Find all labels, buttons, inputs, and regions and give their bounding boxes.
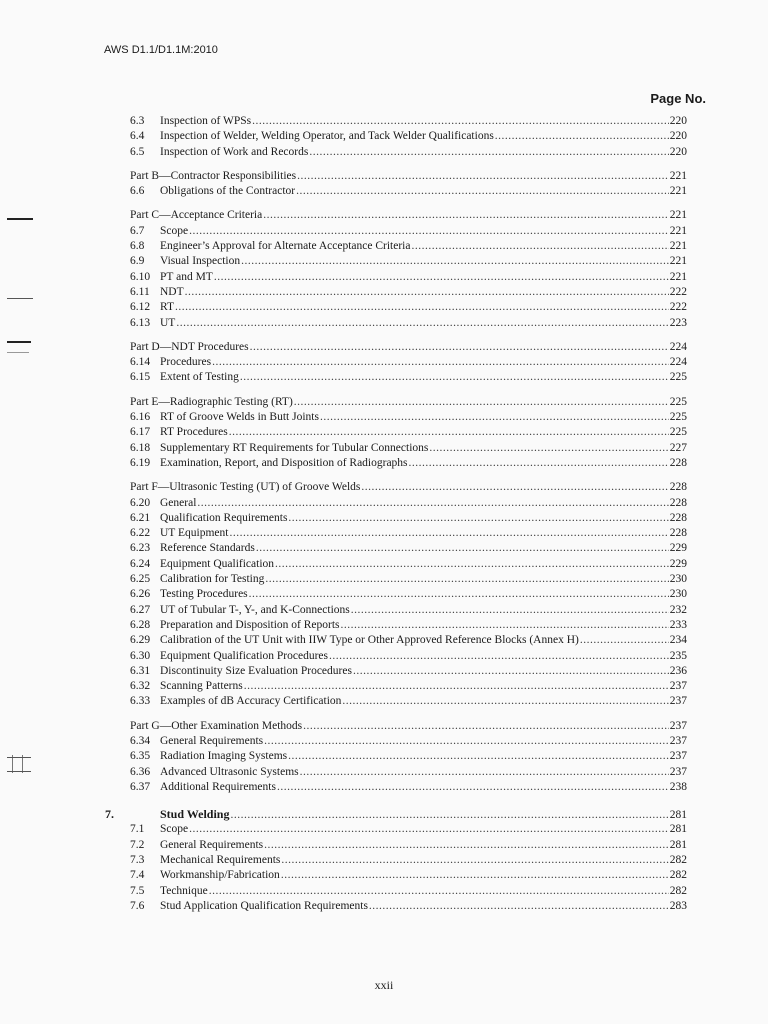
document-id: AWS D1.1/D1.1M:2010 [104,44,218,56]
toc-title: Preparation and Disposition of Reports [160,618,340,631]
dot-leader [353,664,669,679]
toc-section-number: 6.29 [130,634,151,647]
dot-leader [329,649,669,664]
revision-mark [7,218,33,220]
toc-part-row[interactable] [100,395,687,410]
toc-section-number: 6.37 [130,780,151,793]
toc-section-number: 6.33 [130,695,151,708]
toc-title: Mechanical Requirements [160,854,281,867]
dot-leader [294,395,669,410]
toc-page-number: 228 [669,511,687,524]
toc-title: Examples of dB Accuracy Certification [160,695,342,708]
toc-title: Part D—NDT Procedures [130,340,249,353]
toc-title: Equipment Qualification Procedures [160,649,328,662]
toc-title: Engineer’s Approval for Alternate Acceptance Criteria [160,240,411,253]
toc-page-number: 225 [669,371,687,384]
toc-section-number: 6.10 [130,270,151,283]
toc-page-number: 221 [669,209,687,222]
dot-leader [495,129,669,144]
toc-title: Part F—Ultrasonic Testing (UT) of Groove Welds [130,481,361,494]
toc-section-number: 6.32 [130,680,151,693]
toc-page-number: 220 [669,115,687,127]
toc-page-number: 221 [669,224,687,237]
toc-row[interactable] [100,587,687,602]
dot-leader [249,587,669,602]
toc-title: Technique [160,884,208,897]
toc-section-number: 6.5 [130,145,145,158]
dot-leader [212,355,669,370]
dot-leader [263,208,669,223]
dot-leader [409,456,669,471]
toc-title: Part C—Acceptance Criteria [130,209,263,222]
toc-page-number: 237 [669,765,687,778]
toc-section-number: 6.21 [130,511,151,524]
toc-title: Extent of Testing [160,371,239,384]
dot-leader [264,838,669,853]
toc-title: UT of Tubular T-, Y-, and K-Connections [160,603,350,616]
dot-leader [309,145,668,160]
toc-section-number: 7.1 [130,823,145,836]
toc-title: General Requirements [160,838,264,851]
toc-page-number: 237 [669,719,687,732]
dot-leader [342,694,668,709]
toc-row[interactable] [100,664,687,679]
toc-row[interactable] [100,633,687,648]
toc-page-number: 221 [669,185,687,198]
revision-mark [7,341,31,343]
toc-title: Qualification Requirements [160,511,288,524]
toc-section-number: 6.26 [130,588,151,601]
toc-section-number: 6.19 [130,456,151,469]
toc-row[interactable] [100,114,687,129]
toc-page-number: 221 [669,169,687,182]
toc-row[interactable] [100,780,687,795]
revision-mark [7,757,31,758]
toc-section-number: 6.7 [130,224,145,237]
toc-part-row[interactable] [100,480,687,495]
toc-row[interactable] [100,316,687,331]
toc-page-number: 281 [669,809,687,822]
toc-page-number: 234 [669,634,687,647]
toc-section-number: 6.23 [130,542,151,555]
dot-leader [265,572,668,587]
toc-title: Calibration for Testing [160,573,265,586]
section-gap [100,386,687,395]
toc-page-number: 281 [669,838,687,851]
toc-title: NDT [160,285,184,298]
toc-row[interactable] [100,541,687,556]
dot-leader [580,633,669,648]
toc-title: Part B—Contractor Responsibilities [130,169,297,182]
dot-leader [230,808,668,823]
toc-page-number: 222 [669,285,687,298]
toc-title: Workmanship/Fabrication [160,869,280,882]
toc-title: UT Equipment [160,527,229,540]
toc-title: Procedures [160,356,212,369]
dot-leader [256,541,669,556]
toc-page-number: 237 [669,695,687,708]
revision-mark [7,298,33,299]
toc-page-number: 220 [669,145,687,158]
dot-leader [277,780,669,795]
toc-row[interactable] [100,425,687,440]
toc-title: RT Procedures [160,426,228,439]
toc-title: Testing Procedures [160,588,248,601]
toc-row[interactable] [100,618,687,633]
toc-title: RT [160,301,175,314]
dot-leader [240,370,669,385]
toc-section-number: 6.35 [130,750,151,763]
toc-title: General Requirements [160,734,264,747]
toc-section-number: 6.31 [130,664,151,677]
toc-page-number: 229 [669,542,687,555]
dot-leader [341,618,669,633]
toc-page-number: 220 [669,130,687,143]
dot-leader [197,496,668,511]
dot-leader [275,557,669,572]
section-gap [100,710,687,719]
toc-page-number: 232 [669,603,687,616]
table-of-contents [100,114,687,914]
toc-title: RT of Groove Welds in Butt Joints [160,411,319,424]
toc-page-number: 229 [669,557,687,570]
toc-part-row[interactable] [100,169,687,184]
toc-title: Discontinuity Size Evaluation Procedures [160,664,352,677]
toc-section-number: 6.11 [130,285,150,298]
toc-title: Supplementary RT Requirements for Tubular Connections [160,441,429,454]
toc-section-number: 6.9 [130,255,145,268]
toc-row[interactable] [100,496,687,511]
dot-leader [250,340,669,355]
section-gap [100,160,687,169]
toc-title: UT [160,316,176,329]
toc-section-number: 6.6 [130,185,145,198]
toc-chapter-row[interactable] [100,807,687,822]
toc-section-number: 7.6 [130,899,145,912]
toc-section-number: 6.4 [130,130,145,143]
toc-row[interactable] [100,239,687,254]
toc-page-number: 221 [669,255,687,268]
dot-leader [361,480,668,495]
toc-section-number: 6.36 [130,765,151,778]
toc-row[interactable] [100,511,687,526]
toc-row[interactable] [100,456,687,471]
toc-row[interactable] [100,526,687,541]
dot-leader [189,224,669,239]
toc-section-number: 6.22 [130,527,151,540]
toc-title: Examination, Report, and Disposition of Radiographs [160,456,408,469]
toc-title: Reference Standards [160,542,255,555]
toc-section-number: 6.13 [130,316,151,329]
toc-page-number: 237 [669,680,687,693]
toc-row[interactable] [100,254,687,269]
section-gap [100,199,687,208]
toc-row[interactable] [100,410,687,425]
toc-row[interactable] [100,734,687,749]
toc-section-number: 7.4 [130,869,145,882]
toc-section-number: 6.8 [130,240,145,253]
toc-title: Stud Application Qualification Requirements [160,899,368,912]
dot-leader [264,734,669,749]
toc-row[interactable] [100,224,687,239]
dot-leader [351,603,669,618]
toc-page-number: 237 [669,750,687,763]
toc-page-number: 230 [669,588,687,601]
dot-leader [244,679,669,694]
toc-page-number: 282 [669,854,687,867]
toc-title: Inspection of Welder, Welding Operator, and Tack Welder Qualifications [160,130,494,143]
toc-title: Radiation Imaging Systems [160,750,288,763]
page-no-heading: Page No. [650,91,706,106]
toc-row[interactable] [100,129,687,144]
toc-page-number: 225 [669,426,687,439]
toc-row[interactable] [100,899,687,914]
toc-title: Calibration of the UT Unit with IIW Type or Other Approved Reference Blocks (Annex H) [160,634,579,647]
toc-title: Obligations of the Contractor [160,185,296,198]
toc-section-number: 6.17 [130,426,151,439]
dot-leader [229,526,668,541]
toc-row[interactable] [100,749,687,764]
dot-leader [288,511,668,526]
dot-leader [369,899,669,914]
toc-row[interactable] [100,441,687,456]
toc-page-number: 281 [669,823,687,836]
dot-leader [175,300,669,315]
toc-page-number: 236 [669,664,687,677]
dot-leader [241,254,669,269]
dot-leader [185,285,669,300]
toc-row[interactable] [100,649,687,664]
toc-row[interactable] [100,694,687,709]
toc-section-number: 6.15 [130,371,151,384]
section-gap [100,795,687,807]
revision-mark [7,771,31,772]
toc-page-number: 224 [669,340,687,353]
dot-leader [252,114,669,129]
toc-page-number: 237 [669,734,687,747]
dot-leader [320,410,669,425]
toc-title: Visual Inspection [160,255,241,268]
toc-row[interactable] [100,370,687,385]
dot-leader [229,425,669,440]
toc-part-row[interactable] [100,719,687,734]
toc-page-number: 224 [669,356,687,369]
toc-page-number: 228 [669,527,687,540]
toc-section-number: 6.3 [130,115,145,127]
toc-title: Inspection of Work and Records [160,145,309,158]
toc-row[interactable] [100,270,687,285]
toc-page-number: 282 [669,884,687,897]
toc-section-number: 6.30 [130,649,151,662]
toc-row[interactable] [100,868,687,883]
toc-page-number: 230 [669,573,687,586]
toc-section-number: 6.16 [130,411,151,424]
toc-title: Inspection of WPSs [160,115,252,127]
toc-row[interactable] [100,838,687,853]
dot-leader [214,270,669,285]
toc-section-number: 6.20 [130,496,151,509]
toc-section-number: 7.5 [130,884,145,897]
toc-title: PT and MT [160,270,213,283]
toc-row[interactable] [100,572,687,587]
toc-row[interactable] [100,557,687,572]
toc-row[interactable] [100,822,687,837]
toc-page-number: 225 [669,395,687,408]
dot-leader [303,719,669,734]
toc-section-number: 6.12 [130,301,151,314]
dot-leader [288,749,669,764]
toc-page-number: 221 [669,270,687,283]
toc-page-number: 282 [669,869,687,882]
toc-title: Part G—Other Examination Methods [130,719,303,732]
dot-leader [296,184,669,199]
toc-title: Equipment Qualification [160,557,275,570]
toc-page-number: 227 [669,441,687,454]
toc-page-number: 221 [669,240,687,253]
dot-leader [297,169,669,184]
toc-title: Part E—Radiographic Testing (RT) [130,395,293,408]
toc-row[interactable] [100,285,687,300]
toc-section-number: 6.34 [130,734,151,747]
dot-leader [176,316,668,331]
toc-page-number: 233 [669,618,687,631]
toc-row[interactable] [100,355,687,370]
toc-row[interactable] [100,853,687,868]
toc-row[interactable] [100,603,687,618]
toc-row[interactable] [100,145,687,160]
toc-section-number: 7.3 [130,854,145,867]
section-gap [100,471,687,480]
toc-row[interactable] [100,679,687,694]
toc-page-number: 225 [669,411,687,424]
toc-section-number: 6.24 [130,557,151,570]
section-gap [100,331,687,340]
dot-leader [300,765,669,780]
dot-leader [429,441,668,456]
dot-leader [281,868,669,883]
toc-section-number: 6.27 [130,603,151,616]
toc-title: Scanning Patterns [160,680,243,693]
toc-title: Stud Welding [160,807,230,822]
page-number: xxii [374,978,394,992]
toc-row[interactable] [100,300,687,315]
dot-leader [281,853,668,868]
toc-page-number: 238 [669,780,687,793]
toc-row[interactable] [100,765,687,780]
toc-row[interactable] [100,184,687,199]
dot-leader [411,239,668,254]
toc-page-number: 223 [669,316,687,329]
toc-page-number: 228 [669,481,687,494]
toc-page-number: 283 [669,899,687,912]
toc-row[interactable] [100,884,687,899]
toc-page-number: 228 [669,496,687,509]
toc-section-number: 6.28 [130,618,151,631]
toc-section-number: 6.25 [130,573,151,586]
dot-leader [209,884,669,899]
toc-part-row[interactable] [100,340,687,355]
toc-title: Additional Requirements [160,780,276,793]
toc-section-number: 6.18 [130,441,151,454]
revision-mark [7,352,29,353]
dot-leader [189,822,669,837]
toc-title: Scope [160,823,189,836]
toc-page-number: 228 [669,456,687,469]
toc-section-number: 7.2 [130,838,145,851]
toc-title: General [160,496,197,509]
toc-page-number: 235 [669,649,687,662]
toc-section-number: 6.14 [130,356,151,369]
toc-section-number: 7. [105,807,114,822]
toc-title: Advanced Ultrasonic Systems [160,765,299,778]
toc-part-row[interactable] [100,208,687,223]
toc-title: Scope [160,224,189,237]
toc-page-number: 222 [669,301,687,314]
